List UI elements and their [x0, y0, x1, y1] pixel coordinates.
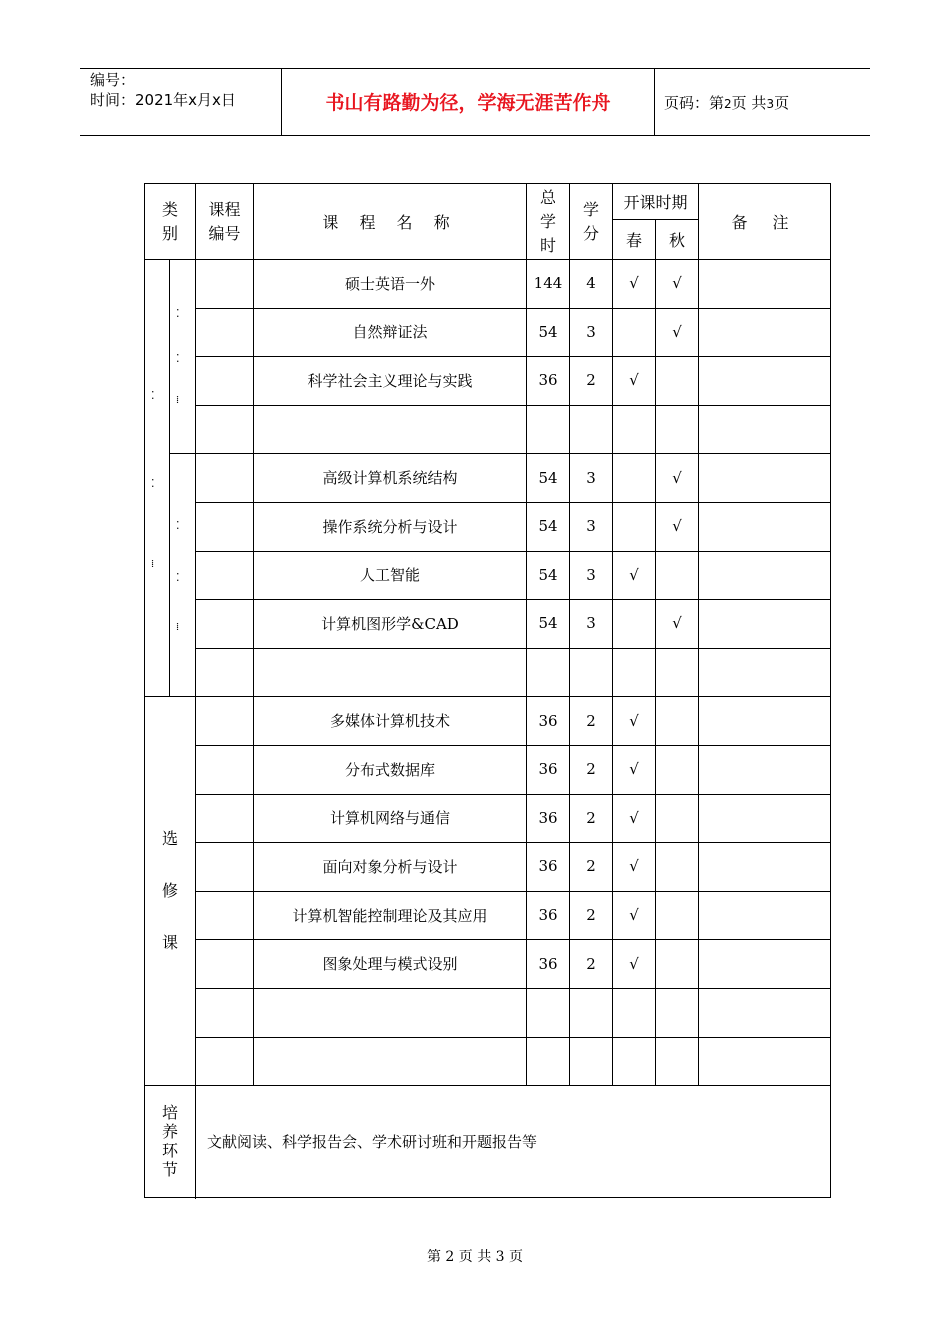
- document-time-label: 时间：2021年x月x日: [90, 91, 236, 109]
- document-number-label: 编号：: [90, 71, 136, 89]
- cell-spring: √: [629, 371, 639, 390]
- grid-hline: [196, 939, 831, 940]
- grid-hline: [196, 794, 831, 795]
- elective-label: 选修课: [162, 828, 179, 952]
- cell-remarks: [699, 259, 831, 308]
- cell-remarks: [699, 405, 831, 454]
- cell-remarks: [699, 551, 831, 600]
- cell-credits: 2: [586, 857, 596, 876]
- cell-remarks: [699, 308, 831, 357]
- cell-remarks: [699, 891, 831, 940]
- cell-code: [196, 794, 253, 843]
- cell-code: [196, 308, 253, 357]
- cell-autumn: √: [672, 322, 682, 341]
- cell-remarks: [699, 842, 831, 891]
- cell-spring: √: [629, 906, 639, 925]
- cell-name: 自然辩证法: [352, 323, 428, 342]
- cell-code: [196, 599, 253, 648]
- grid-vline: [612, 184, 613, 259]
- grid-vline: [195, 1085, 196, 1199]
- header-motto: 书山有路勤为径，学海无涯苦作舟: [325, 92, 611, 114]
- cell-credits: 2: [586, 760, 596, 779]
- cell-remarks: [699, 356, 831, 405]
- cell-hours: 36: [538, 711, 558, 730]
- cell-credits: [570, 1037, 612, 1086]
- faint-glyph: ⁚: [176, 519, 180, 532]
- cell-credits: 3: [586, 614, 596, 633]
- cell-autumn: [656, 648, 698, 697]
- faint-glyph: ⁞: [151, 557, 155, 570]
- grid-vline: [569, 259, 570, 1085]
- cell-name: 操作系统分析与设计: [322, 517, 458, 536]
- cell-autumn: [656, 745, 698, 794]
- cell-hours: 144: [533, 274, 563, 293]
- cell-spring: √: [629, 565, 639, 584]
- header-course-code: 课程编号: [208, 199, 241, 243]
- cell-spring: [613, 502, 655, 551]
- grid-vline: [698, 184, 699, 259]
- faint-glyph: ⁞: [176, 620, 180, 633]
- grid-vline: [698, 259, 699, 1085]
- cell-hours: 54: [538, 565, 558, 584]
- grid-hline: [145, 1085, 831, 1086]
- cell-name: 分布式数据库: [344, 760, 435, 779]
- cell-name: [254, 405, 526, 454]
- header-meta: [90, 70, 236, 110]
- cell-code: [196, 939, 253, 988]
- cell-code: [196, 453, 253, 502]
- cell-autumn: [656, 988, 698, 1037]
- cell-autumn: [656, 842, 698, 891]
- header-page-total: 3: [766, 97, 775, 111]
- cell-name: 硕士英语一外: [344, 274, 435, 293]
- grid-hline: [170, 453, 831, 454]
- cell-remarks: [699, 453, 831, 502]
- cell-hours: 54: [538, 517, 558, 536]
- cell-name: [254, 1037, 526, 1086]
- cell-hours: 36: [538, 906, 558, 925]
- cell-autumn: [656, 1037, 698, 1086]
- cell-spring: [613, 405, 655, 454]
- cell-code: [196, 551, 253, 600]
- cell-autumn: [656, 939, 698, 988]
- header-total-hours: 总学时: [539, 187, 556, 255]
- cell-code: [196, 648, 253, 697]
- cell-remarks: [699, 1037, 831, 1086]
- faint-glyph: ⁚: [176, 571, 180, 584]
- cell-name: 科学社会主义理论与实践: [307, 371, 473, 390]
- cell-credits: [570, 405, 612, 454]
- grid-vline: [195, 184, 196, 259]
- page-footer: 第 2 页 共 3 页: [426, 1249, 524, 1265]
- header-spring: 春: [625, 231, 642, 250]
- grid-hline: [196, 988, 831, 989]
- header-remarks: 备 注: [731, 213, 799, 232]
- grid-hline: [145, 696, 831, 697]
- cell-spring: √: [629, 760, 639, 779]
- header-divider-right: [654, 68, 655, 136]
- grid-hline: [196, 1037, 831, 1038]
- cell-autumn: √: [672, 468, 682, 487]
- course-table: [144, 183, 831, 1198]
- cell-credits: 2: [586, 808, 596, 827]
- grid-hline: [196, 891, 831, 892]
- cell-spring: [613, 453, 655, 502]
- cell-code: [196, 988, 253, 1037]
- cell-name: 高级计算机系统结构: [322, 469, 458, 488]
- cell-hours: [527, 988, 569, 1037]
- cell-hours: 54: [538, 468, 558, 487]
- cell-credits: [570, 988, 612, 1037]
- training-label: 培养环节: [162, 1103, 179, 1180]
- cell-credits: 2: [586, 906, 596, 925]
- cell-name: [254, 648, 526, 697]
- cell-hours: 36: [538, 808, 558, 827]
- faint-glyph: ⁚: [151, 477, 155, 490]
- faint-glyph: ⁚: [176, 307, 180, 320]
- cell-autumn: √: [672, 614, 682, 633]
- cell-name: [254, 988, 526, 1037]
- cell-name: 计算机图形学&CAD: [321, 614, 459, 633]
- cell-code: [196, 745, 253, 794]
- cell-name: 多媒体计算机技术: [329, 712, 450, 731]
- cell-name: 面向对象分析与设计: [322, 857, 458, 876]
- header-page-number: 页码：第2页 共3页: [664, 94, 790, 112]
- cell-hours: 54: [538, 322, 558, 341]
- header-category: 类别: [161, 199, 178, 243]
- cell-remarks: [699, 745, 831, 794]
- header-period: 开课时期: [623, 193, 688, 212]
- grid-vline: [253, 184, 254, 259]
- cell-autumn: [656, 405, 698, 454]
- grid-hline: [196, 308, 831, 309]
- cell-spring: √: [629, 954, 639, 973]
- cell-remarks: [699, 939, 831, 988]
- faint-glyph: ⁞: [176, 393, 180, 406]
- grid-hline: [196, 842, 831, 843]
- cell-name: 计算机网络与通信: [329, 809, 450, 828]
- cell-name: 人工智能: [359, 566, 420, 585]
- grid-hline: [196, 405, 831, 406]
- cell-autumn: √: [672, 274, 682, 293]
- faint-glyph: ⁚: [151, 389, 155, 402]
- cell-hours: 36: [538, 857, 558, 876]
- cell-code: [196, 259, 253, 308]
- cell-code: [196, 1037, 253, 1086]
- cell-remarks: [699, 696, 831, 745]
- header-bottom-rule: [80, 135, 870, 136]
- header-autumn: 秋: [668, 231, 685, 250]
- cell-autumn: [656, 356, 698, 405]
- cell-name: 图象处理与模式设别: [322, 955, 458, 974]
- cell-remarks: [699, 599, 831, 648]
- cell-autumn: [656, 794, 698, 843]
- cell-credits: 3: [586, 565, 596, 584]
- cell-credits: 3: [586, 322, 596, 341]
- cell-spring: √: [629, 857, 639, 876]
- grid-hline: [196, 356, 831, 357]
- grid-vline: [655, 219, 656, 259]
- cell-spring: [613, 988, 655, 1037]
- cell-code: [196, 356, 253, 405]
- cell-code: [196, 405, 253, 454]
- cell-hours: 36: [538, 954, 558, 973]
- cell-hours: [527, 648, 569, 697]
- cell-spring: √: [629, 274, 639, 293]
- cell-credits: 2: [586, 711, 596, 730]
- grid-vline: [655, 259, 656, 1085]
- cell-spring: √: [629, 711, 639, 730]
- grid-vline: [526, 184, 527, 259]
- header-course-name: 课 程 名 称: [322, 213, 458, 232]
- grid-hline: [145, 259, 831, 260]
- cell-remarks: [699, 988, 831, 1037]
- cell-spring: [613, 599, 655, 648]
- header-credits: 学分: [582, 199, 599, 243]
- cell-autumn: √: [672, 517, 682, 536]
- cell-code: [196, 696, 253, 745]
- cell-credits: 3: [586, 517, 596, 536]
- training-content: 文献阅读、科学报告会、学术研讨班和开题报告等: [207, 1132, 538, 1151]
- cell-hours: 36: [538, 371, 558, 390]
- grid-hline: [196, 551, 831, 552]
- cell-credits: 3: [586, 468, 596, 487]
- grid-vline: [569, 184, 570, 259]
- cell-remarks: [699, 502, 831, 551]
- grid-hline: [196, 648, 831, 649]
- grid-hline: [196, 599, 831, 600]
- cell-autumn: [656, 891, 698, 940]
- cell-name: 计算机智能控制理论及其应用: [292, 906, 488, 925]
- cell-hours: 36: [538, 760, 558, 779]
- cell-credits: [570, 648, 612, 697]
- grid-hline: [196, 502, 831, 503]
- cell-credits: 2: [586, 954, 596, 973]
- cell-autumn: [656, 551, 698, 600]
- cell-spring: [613, 1037, 655, 1086]
- cell-remarks: [699, 794, 831, 843]
- cell-spring: √: [629, 808, 639, 827]
- header-page-current: 2: [724, 97, 732, 111]
- grid-vline: [612, 259, 613, 1085]
- cell-hours: 54: [538, 614, 558, 633]
- cell-remarks: [699, 648, 831, 697]
- cell-spring: [613, 648, 655, 697]
- cell-code: [196, 502, 253, 551]
- grid-vline: [253, 259, 254, 1085]
- grid-vline: [169, 259, 170, 696]
- cell-code: [196, 842, 253, 891]
- cell-credits: 4: [586, 274, 596, 293]
- cell-autumn: [656, 696, 698, 745]
- cell-hours: [527, 405, 569, 454]
- cell-credits: 2: [586, 371, 596, 390]
- cell-hours: [527, 1037, 569, 1086]
- faint-glyph: ⁚: [176, 352, 180, 365]
- grid-vline: [526, 259, 527, 1085]
- grid-vline: [195, 259, 196, 1085]
- grid-hline: [196, 745, 831, 746]
- cell-code: [196, 891, 253, 940]
- cell-spring: [613, 308, 655, 357]
